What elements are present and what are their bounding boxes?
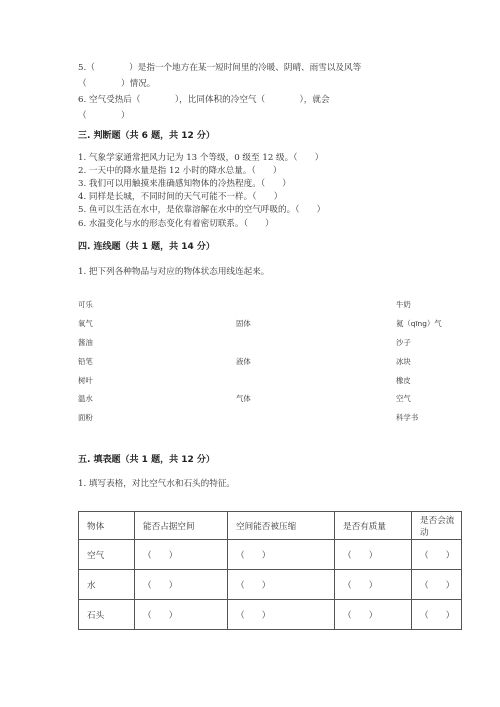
answer-blank[interactable]: （ ） [228,540,335,570]
row-label-stone: 石头 [79,600,135,630]
section-5-title: 五. 填表题（共 1 题，共 12 分） [78,455,215,465]
header-has-mass: 是否有质量 [335,512,412,540]
answer-blank[interactable]: （ ） [335,570,412,600]
judgement-item-3: 3. 我们可以用触摸来准确感知物体的冷热程度。（ ） [78,179,291,189]
row-label-air: 空气 [79,540,135,570]
left-item-flour: 面粉 [78,413,93,422]
comparison-table [78,511,462,630]
left-item-pencil: 铅笔 [78,357,93,366]
left-item-cola: 可乐 [78,300,93,309]
matching-instruction: 1. 把下列各种物品与对应的物体状态用线连起来。 [78,267,270,277]
right-item-hydrogen: 氦（qīng）气 [396,319,442,328]
state-liquid: 液体 [236,357,251,366]
judgement-item-4: 4. 同样是长城，不同时间的天气可能不一样。（ ） [78,192,283,202]
answer-blank[interactable]: （ ） [335,600,412,630]
right-item-eraser: 橡皮 [396,376,411,385]
table-header-row [79,512,462,540]
judgement-item-1: 1. 气象学家通常把风力记为 13 个等级，0 级至 12 级。（ ） [78,153,324,163]
header-occupy-space: 能否占据空间 [135,512,228,540]
right-item-sand: 沙子 [396,338,411,347]
left-item-leaf: 树叶 [78,376,93,385]
left-item-soy-sauce: 酱油 [78,338,93,347]
right-item-milk: 牛奶 [396,300,411,309]
left-item-oxygen: 氧气 [78,319,93,328]
table-row [79,540,462,570]
answer-blank[interactable]: （ ） [335,540,412,570]
answer-blank[interactable]: （ ） [135,600,228,630]
question-5-line-1: 5.（ ）是指一个地方在某一短时间里的冷暖、阴晴、雨雪以及风等 [78,63,362,73]
answer-blank[interactable]: （ ） [412,600,462,630]
right-item-science-book: 科学书 [396,413,419,422]
answer-blank[interactable]: （ ） [135,540,228,570]
state-solid: 固体 [236,319,251,328]
section-4-title: 四. 连线题（共 1 题，共 14 分） [78,242,215,252]
answer-blank[interactable]: （ ） [228,600,335,630]
judgement-item-5: 5. 鱼可以生活在水中，是依靠溶解在水中的空气呼吸的。（ ） [78,205,326,215]
table-row [79,570,462,600]
judgement-item-2: 2. 一天中的降水量是指 12 小时的降水总量。（ ） [78,166,282,176]
table-row [79,600,462,630]
right-item-ice: 冰块 [396,357,411,366]
judgement-item-6: 6. 水温变化与水的形态变化有着密切联系。（ ） [78,219,274,229]
question-6-line-2: （ ） [78,111,130,121]
answer-blank[interactable]: （ ） [135,570,228,600]
state-gas: 气体 [236,394,251,403]
row-label-water: 水 [79,570,135,600]
right-item-air: 空气 [396,394,411,403]
answer-blank[interactable]: （ ） [412,540,462,570]
answer-blank[interactable]: （ ） [412,570,462,600]
question-6-line-1: 6. 空气受热后（ ），比同体积的冷空气（ ），就会 [78,95,330,105]
header-flows: 是否会流动 [412,512,462,540]
header-compressible: 空间能否被压缩 [228,512,335,540]
table-instruction: 1. 填写表格，对比空气水和石头的特征。 [78,479,236,489]
question-5-line-2: （ ）情况。 [78,79,156,89]
left-item-warm-water: 温水 [78,394,93,403]
answer-blank[interactable]: （ ） [228,570,335,600]
section-3-title: 三. 判断题（共 6 题，共 12 分） [78,131,215,141]
header-object: 物体 [79,512,135,540]
